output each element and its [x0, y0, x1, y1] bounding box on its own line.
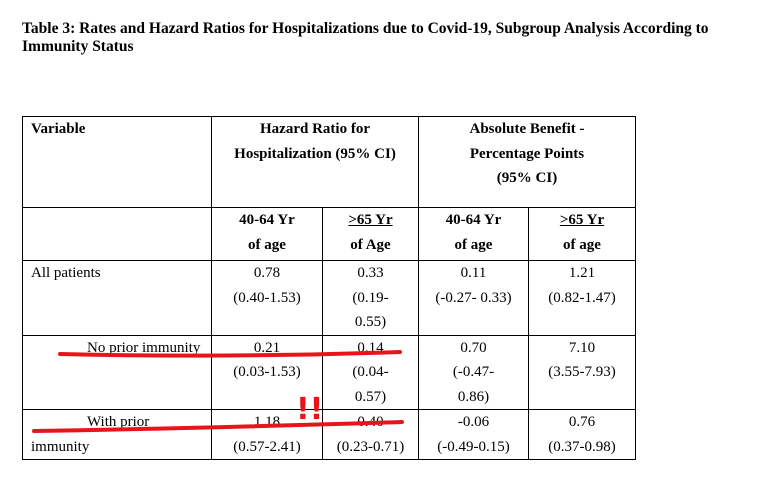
row-label: No prior immunity	[23, 335, 212, 410]
cell-value: -0.06 (-0.49-0.15)	[419, 410, 529, 460]
subheader-ab-65: >65 Yr of age	[529, 208, 636, 261]
cell-value: 0.76 (0.37-0.98)	[529, 410, 636, 460]
table-row	[23, 335, 636, 410]
cell-value: 0.33 (0.19- 0.55)	[323, 261, 419, 336]
cell-value: 0.21 (0.03-1.53)	[212, 335, 323, 410]
cell-value: 7.10 (3.55-7.93)	[529, 335, 636, 410]
exclamation-annotation: !!	[296, 392, 324, 427]
header-hazard-ratio: Hazard Ratio for Hospitalization (95% CI)	[212, 117, 419, 208]
subheader-row	[23, 208, 636, 261]
cell-value: 0.78 (0.40-1.53)	[212, 261, 323, 336]
cell-value: 0.40 (0.23-0.71)	[323, 410, 419, 460]
table-row	[23, 410, 636, 460]
header-row	[23, 117, 636, 208]
hazard-ratio-table	[22, 116, 636, 460]
cell-value: 0.11 (-0.27- 0.33)	[419, 261, 529, 336]
cell-value: 0.14 (0.04- 0.57)	[323, 335, 419, 410]
cell-value: 1.18 (0.57-2.41)	[212, 410, 323, 460]
table-caption: Table 3: Rates and Hazard Ratios for Hospitalizations due to Covid-19, Subgroup Analysis According to Immunity Status	[22, 20, 709, 55]
subheader-hr-65: >65 Yr of Age	[323, 208, 419, 261]
table-row	[23, 261, 636, 336]
header-absolute-benefit: Absolute Benefit - Percentage Points (95% CI)	[419, 117, 636, 208]
cell-value: 1.21 (0.82-1.47)	[529, 261, 636, 336]
subheader-ab-40-64: 40-64 Yr of age	[419, 208, 529, 261]
subheader-hr-40-64: 40-64 Yr of age	[212, 208, 323, 261]
cell-value: 0.70 (-0.47- 0.86)	[419, 335, 529, 410]
subheader-empty	[23, 208, 212, 261]
header-variable: Variable	[23, 117, 212, 208]
row-label: All patients	[23, 261, 212, 336]
row-label: With prior immunity	[23, 410, 212, 460]
